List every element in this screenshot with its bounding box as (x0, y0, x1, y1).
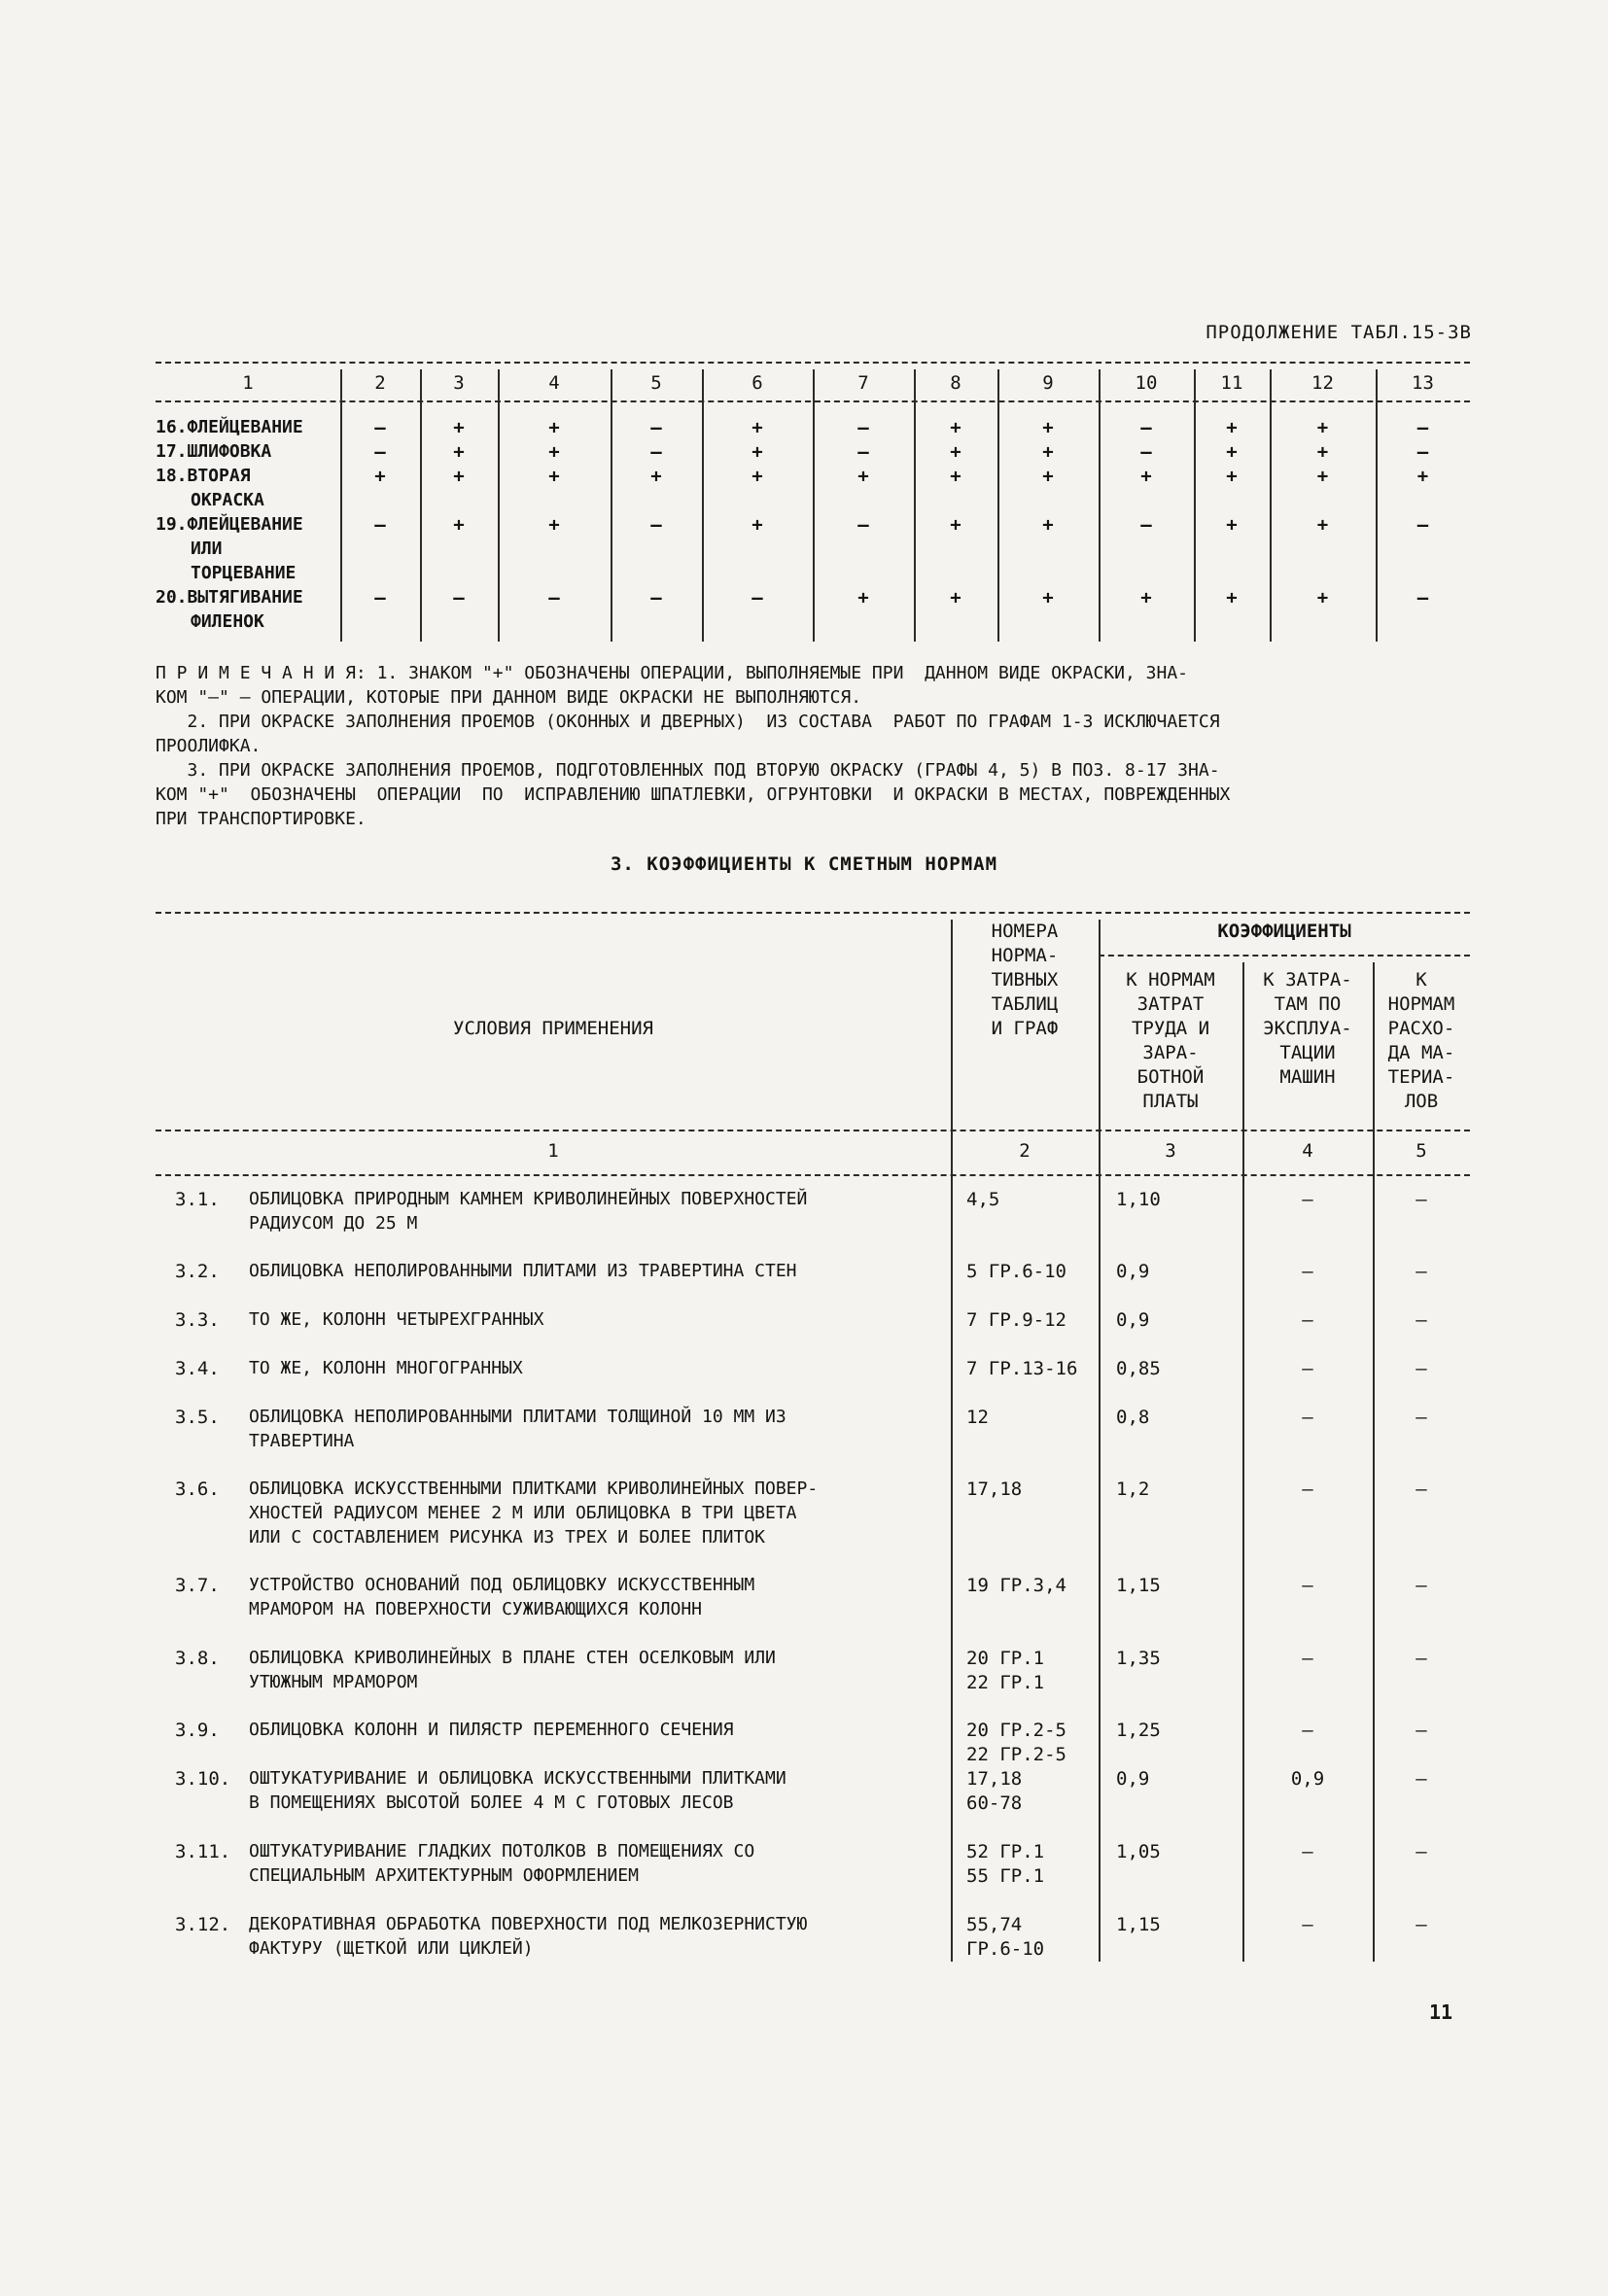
row-number: 3.6. (175, 1478, 220, 1500)
condition-text: УТЮЖНЫМ МРАМОРОМ (249, 1672, 418, 1692)
machines-header: ЭКСПЛУА- (1263, 1018, 1352, 1039)
materials-header: ТЕРИА- (1387, 1066, 1455, 1088)
condition-text: ОБЛИЦОВКА ПРИРОДНЫМ КАМНЕМ КРИВОЛИНЕЙНЫХ ПОВЕРХНОСТЕЙ (249, 1189, 808, 1209)
row-number: 3.1. (175, 1189, 220, 1210)
condition-text: МРАМОРОМ НА ПОВЕРХНОСТИ СУЖИВАЮЩИХСЯ КОЛОНН (249, 1599, 702, 1619)
table-continuation-label: ПРОДОЛЖЕНИЕ ТАБЛ.15-3В (1206, 322, 1472, 343)
column-header: 9 (1042, 372, 1054, 394)
table-cell: – (752, 587, 763, 609)
table-cell: + (950, 466, 961, 487)
table-cell: + (1226, 514, 1238, 536)
table-cell: – (374, 441, 386, 463)
table-cell: + (1226, 441, 1238, 463)
labor-header: ПЛАТЫ (1142, 1091, 1199, 1112)
column-header: 13 (1412, 372, 1434, 394)
table-reference: 60-78 (966, 1792, 1023, 1814)
column-header: 5 (650, 372, 662, 394)
table-cell: + (453, 514, 465, 536)
table-cell: + (548, 417, 560, 438)
materials-coefficient: – (1416, 1768, 1427, 1790)
coeffs-subrule (1099, 955, 1470, 957)
section-title: 3. КОЭФФИЦИЕНТЫ К СМЕТНЫМ НОРМАМ (610, 853, 998, 875)
table-reference: 52 ГР.1 (966, 1841, 1045, 1862)
table-numbers-header: НОМЕРА (991, 921, 1059, 942)
table-reference: 20 ГР.2-5 (966, 1720, 1066, 1741)
labor-coefficient: 0,85 (1116, 1358, 1161, 1379)
materials-header: НОРМАМ (1387, 993, 1455, 1015)
table-cell: – (548, 587, 560, 609)
table-cell: + (1140, 587, 1152, 609)
materials-coefficient: – (1416, 1407, 1427, 1428)
column-header: 10 (1135, 372, 1158, 394)
row-label: 17.ШЛИФОВКА (156, 441, 272, 462)
labor-header: ТРУДА И (1131, 1018, 1210, 1039)
table-reference: 7 ГР.9-12 (966, 1309, 1066, 1331)
table-numbers-header: НОРМА- (991, 945, 1059, 966)
table-reference: 12 (966, 1407, 989, 1428)
table-reference: 22 ГР.1 (966, 1672, 1045, 1693)
table-reference: 55 ГР.1 (966, 1865, 1045, 1887)
materials-header: ДА МА- (1387, 1042, 1455, 1063)
machines-coefficient: 0,9 (1290, 1768, 1325, 1790)
labor-coefficient: 1,15 (1116, 1914, 1161, 1935)
table-cell: + (1042, 441, 1054, 463)
materials-coefficient: – (1416, 1309, 1427, 1331)
row-number: 3.2. (175, 1261, 220, 1282)
column-header: 4 (548, 372, 560, 394)
table-cell: – (453, 587, 465, 609)
machines-coefficient: – (1302, 1407, 1313, 1428)
column-number: 3 (1165, 1140, 1176, 1162)
row-number: 3.10. (175, 1768, 231, 1790)
table-cell: + (1042, 587, 1054, 609)
machines-header: МАШИН (1279, 1066, 1336, 1088)
table-cell: + (752, 466, 763, 487)
column-rule (1242, 962, 1244, 1962)
row-number: 3.8. (175, 1648, 220, 1669)
note-line: П Р И М Е Ч А Н И Я: 1. ЗНАКОМ "+" ОБОЗНАЧЕНЫ ОПЕРАЦИИ, ВЫПОЛНЯЕМЫЕ ПРИ ДАННОМ ВИДЕ ОКРАСКИ, ЗНА- (156, 663, 1189, 683)
condition-text: ДЕКОРАТИВНАЯ ОБРАБОТКА ПОВЕРХНОСТИ ПОД МЕЛКОЗЕРНИСТУЮ (249, 1914, 808, 1934)
materials-coefficient: – (1416, 1648, 1427, 1669)
table-reference: 17,18 (966, 1768, 1023, 1790)
condition-text: ТО ЖЕ, КОЛОНН ЧЕТЫРЕХГРАННЫХ (249, 1309, 544, 1330)
divider (156, 912, 1470, 914)
condition-text: ОБЛИЦОВКА КРИВОЛИНЕЙНЫХ В ПЛАНЕ СТЕН ОСЕЛКОВЫМ ИЛИ (249, 1648, 776, 1668)
table-reference: 5 ГР.6-10 (966, 1261, 1066, 1282)
table-cell: – (650, 514, 662, 536)
page-number: 11 (1429, 2000, 1453, 2024)
column-number: 2 (1019, 1140, 1031, 1162)
coefficients-header: КОЭФФИЦИЕНТЫ (1217, 921, 1351, 942)
divider (156, 1130, 1470, 1131)
condition-text: ОБЛИЦОВКА НЕПОЛИРОВАННЫМИ ПЛИТАМИ ТОЛЩИНОЙ 10 ММ ИЗ (249, 1407, 787, 1427)
column-rule (951, 920, 953, 1962)
table-reference: ГР.6-10 (966, 1938, 1045, 1960)
table-cell: + (1416, 466, 1429, 487)
table-cell: + (1316, 417, 1329, 438)
table-cell: + (752, 514, 763, 536)
machines-header: ТАЦИИ (1279, 1042, 1336, 1063)
condition-text: ОБЛИЦОВКА КОЛОНН И ПИЛЯСТР ПЕРЕМЕННОГО СЕЧЕНИЯ (249, 1720, 734, 1740)
table-cell: + (1226, 466, 1238, 487)
conditions-header: УСЛОВИЯ ПРИМЕНЕНИЯ (453, 1018, 653, 1039)
materials-coefficient: – (1416, 1189, 1427, 1210)
table-cell: + (548, 466, 560, 487)
labor-coefficient: 0,8 (1116, 1407, 1150, 1428)
table-cell: + (857, 466, 869, 487)
note-line: КОМ "+" ОБОЗНАЧЕНЫ ОПЕРАЦИИ ПО ИСПРАВЛЕНИЮ ШПАТЛЕВКИ, ОГРУНТОВКИ И ОКРАСКИ В МЕСТАХ, ПОВРЕЖДЕННЫХ (156, 784, 1231, 805)
table-cell: + (950, 417, 961, 438)
materials-coefficient: – (1416, 1261, 1427, 1282)
row-label: ОКРАСКА (191, 490, 264, 510)
machines-coefficient: – (1302, 1478, 1313, 1500)
table-cell: – (1140, 441, 1152, 463)
machines-coefficient: – (1302, 1189, 1313, 1210)
row-label: ФИЛЕНОК (191, 611, 264, 632)
row-number: 3.11. (175, 1841, 231, 1862)
row-label: ИЛИ (191, 539, 223, 559)
note-line: 2. ПРИ ОКРАСКЕ ЗАПОЛНЕНИЯ ПРОЕМОВ (ОКОННЫХ И ДВЕРНЫХ) ИЗ СОСТАВА РАБОТ ПО ГРАФАМ 1-3 ИСКЛЮЧАЕТСЯ (156, 712, 1220, 732)
table-cell: – (857, 441, 869, 463)
materials-header: К (1416, 969, 1427, 991)
note-line: ПРООЛИФКА. (156, 736, 262, 756)
condition-text: СПЕЦИАЛЬНЫМ АРХИТЕКТУРНЫМ ОФОРМЛЕНИЕМ (249, 1865, 639, 1886)
table-cell: – (374, 514, 386, 536)
table-cell: + (857, 587, 869, 609)
labor-coefficient: 0,9 (1116, 1261, 1150, 1282)
materials-coefficient: – (1416, 1841, 1427, 1862)
table-cell: – (1140, 417, 1152, 438)
labor-header: К НОРМАМ (1126, 969, 1215, 991)
labor-coefficient: 1,25 (1116, 1720, 1161, 1741)
condition-text: РАДИУСОМ ДО 25 М (249, 1213, 418, 1234)
condition-text: ОБЛИЦОВКА НЕПОЛИРОВАННЫМИ ПЛИТАМИ ИЗ ТРАВЕРТИНА СТЕН (249, 1261, 797, 1281)
row-label: ТОРЦЕВАНИЕ (191, 563, 297, 583)
table-cell: – (650, 441, 662, 463)
column-header: 2 (374, 372, 386, 394)
table-cell: – (1416, 587, 1429, 609)
table-cell: – (1140, 514, 1152, 536)
row-number: 3.12. (175, 1914, 231, 1935)
table-cell: + (1316, 441, 1329, 463)
materials-coefficient: – (1416, 1358, 1427, 1379)
note-line: ПРИ ТРАНСПОРТИРОВКЕ. (156, 809, 367, 829)
machines-coefficient: – (1302, 1914, 1313, 1935)
table-cell: + (1316, 514, 1329, 536)
table-reference: 7 ГР.13-16 (966, 1358, 1078, 1379)
column-number: 5 (1416, 1140, 1427, 1162)
row-label: 20.ВЫТЯГИВАНИЕ (156, 587, 303, 608)
table-cell: – (374, 417, 386, 438)
labor-header: ЗАРА- (1142, 1042, 1199, 1063)
column-header: 11 (1220, 372, 1243, 394)
column-header: 3 (453, 372, 465, 394)
condition-text: В ПОМЕЩЕНИЯХ ВЫСОТОЙ БОЛЕЕ 4 М С ГОТОВЫХ ЛЕСОВ (249, 1792, 734, 1813)
row-number: 3.9. (175, 1720, 220, 1741)
row-number: 3.7. (175, 1575, 220, 1596)
table-cell: + (1140, 466, 1152, 487)
condition-text: ТРАВЕРТИНА (249, 1431, 355, 1451)
table-reference: 55,74 (966, 1914, 1023, 1935)
table-cell: – (374, 587, 386, 609)
column-header: 8 (950, 372, 961, 394)
table-cell: + (374, 466, 386, 487)
table-cell: + (1042, 466, 1054, 487)
condition-text: ФАКТУРУ (ЩЕТКОЙ ИЛИ ЦИКЛЕЙ) (249, 1938, 534, 1959)
condition-text: ИЛИ С СОСТАВЛЕНИЕМ РИСУНКА ИЗ ТРЕХ И БОЛЕЕ ПЛИТОК (249, 1527, 766, 1548)
column-header: 7 (857, 372, 869, 394)
table-cell: + (1042, 514, 1054, 536)
table-numbers-header: ТАБЛИЦ (991, 993, 1059, 1015)
condition-text: ХНОСТЕЙ РАДИУСОМ МЕНЕЕ 2 М ИЛИ ОБЛИЦОВКА В ТРИ ЦВЕТА (249, 1503, 797, 1523)
table-reference: 20 ГР.1 (966, 1648, 1045, 1669)
table-cell: – (650, 417, 662, 438)
materials-header: ЛОВ (1404, 1091, 1439, 1112)
table-numbers-header: И ГРАФ (991, 1018, 1059, 1039)
column-number: 4 (1302, 1140, 1313, 1162)
row-number: 3.4. (175, 1358, 220, 1379)
table-reference: 17,18 (966, 1478, 1023, 1500)
column-header: 12 (1311, 372, 1334, 394)
machines-coefficient: – (1302, 1648, 1313, 1669)
table-cell: + (1316, 587, 1329, 609)
condition-text: ОШТУКАТУРИВАНИЕ ГЛАДКИХ ПОТОЛКОВ В ПОМЕЩЕНИЯХ СО (249, 1841, 755, 1861)
machines-coefficient: – (1302, 1720, 1313, 1741)
table-reference: 4,5 (966, 1189, 1000, 1210)
divider (156, 362, 1470, 364)
condition-text: ТО ЖЕ, КОЛОНН МНОГОГРАННЫХ (249, 1358, 523, 1378)
table-numbers-header: ТИВНЫХ (991, 969, 1059, 991)
table-cell: + (1226, 417, 1238, 438)
labor-header: БОТНОЙ (1136, 1066, 1205, 1088)
row-number: 3.5. (175, 1407, 220, 1428)
table-cell: + (1316, 466, 1329, 487)
table-cell: – (1416, 441, 1429, 463)
note-line: КОМ "–" – ОПЕРАЦИИ, КОТОРЫЕ ПРИ ДАННОМ ВИДЕ ОКРАСКИ НЕ ВЫПОЛНЯЮТСЯ. (156, 687, 862, 708)
materials-coefficient: – (1416, 1720, 1427, 1741)
row-label: 19.ФЛЕЙЦЕВАНИЕ (156, 514, 303, 535)
labor-coefficient: 1,15 (1116, 1575, 1161, 1596)
labor-coefficient: 1,2 (1116, 1478, 1150, 1500)
table-cell: + (650, 466, 662, 487)
materials-coefficient: – (1416, 1575, 1427, 1596)
machines-header: К ЗАТРА- (1263, 969, 1352, 991)
labor-coefficient: 1,35 (1116, 1648, 1161, 1669)
table-cell: – (650, 587, 662, 609)
table-reference: 19 ГР.3,4 (966, 1575, 1066, 1596)
condition-text: ОБЛИЦОВКА ИСКУССТВЕННЫМИ ПЛИТКАМИ КРИВОЛИНЕЙНЫХ ПОВЕР- (249, 1478, 819, 1499)
materials-coefficient: – (1416, 1914, 1427, 1935)
table-cell: + (950, 587, 961, 609)
row-label: 18.ВТОРАЯ (156, 466, 251, 486)
table-cell: + (548, 441, 560, 463)
machines-coefficient: – (1302, 1841, 1313, 1862)
table-cell: + (453, 466, 465, 487)
labor-coefficient: 1,05 (1116, 1841, 1161, 1862)
divider (156, 1174, 1470, 1176)
column-header: 1 (242, 372, 254, 394)
labor-header: ЗАТРАТ (1136, 993, 1205, 1015)
materials-coefficient: – (1416, 1478, 1427, 1500)
table-cell: + (752, 417, 763, 438)
table-cell: + (752, 441, 763, 463)
table-cell: – (857, 514, 869, 536)
materials-header: РАСХО- (1387, 1018, 1455, 1039)
labor-coefficient: 1,10 (1116, 1189, 1161, 1210)
machines-header: ТАМ ПО (1274, 993, 1342, 1015)
column-number: 1 (547, 1140, 559, 1162)
table-cell: – (857, 417, 869, 438)
labor-coefficient: 0,9 (1116, 1309, 1150, 1331)
table-cell: + (1226, 587, 1238, 609)
table-reference: 22 ГР.2-5 (966, 1744, 1066, 1765)
condition-text: УСТРОЙСТВО ОСНОВАНИЙ ПОД ОБЛИЦОВКУ ИСКУССТВЕННЫМ (249, 1575, 755, 1595)
machines-coefficient: – (1302, 1358, 1313, 1379)
row-label: 16.ФЛЕЙЦЕВАНИЕ (156, 417, 303, 437)
table-cell: + (950, 441, 961, 463)
machines-coefficient: – (1302, 1261, 1313, 1282)
condition-text: ОШТУКАТУРИВАНИЕ И ОБЛИЦОВКА ИСКУССТВЕННЫМИ ПЛИТКАМИ (249, 1768, 787, 1789)
table-cell: + (548, 514, 560, 536)
labor-coefficient: 0,9 (1116, 1768, 1150, 1790)
column-header: 6 (752, 372, 763, 394)
machines-coefficient: – (1302, 1309, 1313, 1331)
table-cell: + (1042, 417, 1054, 438)
table-cell: + (453, 417, 465, 438)
row-number: 3.3. (175, 1309, 220, 1331)
table-cell: – (1416, 417, 1429, 438)
machines-coefficient: – (1302, 1575, 1313, 1596)
table-cell: + (950, 514, 961, 536)
table-cell: – (1416, 514, 1429, 536)
note-line: 3. ПРИ ОКРАСКЕ ЗАПОЛНЕНИЯ ПРОЕМОВ, ПОДГОТОВЛЕННЫХ ПОД ВТОРУЮ ОКРАСКУ (ГРАФЫ 4, 5) В ПОЗ. 8-17 ЗНА- (156, 760, 1220, 781)
table-cell: + (453, 441, 465, 463)
